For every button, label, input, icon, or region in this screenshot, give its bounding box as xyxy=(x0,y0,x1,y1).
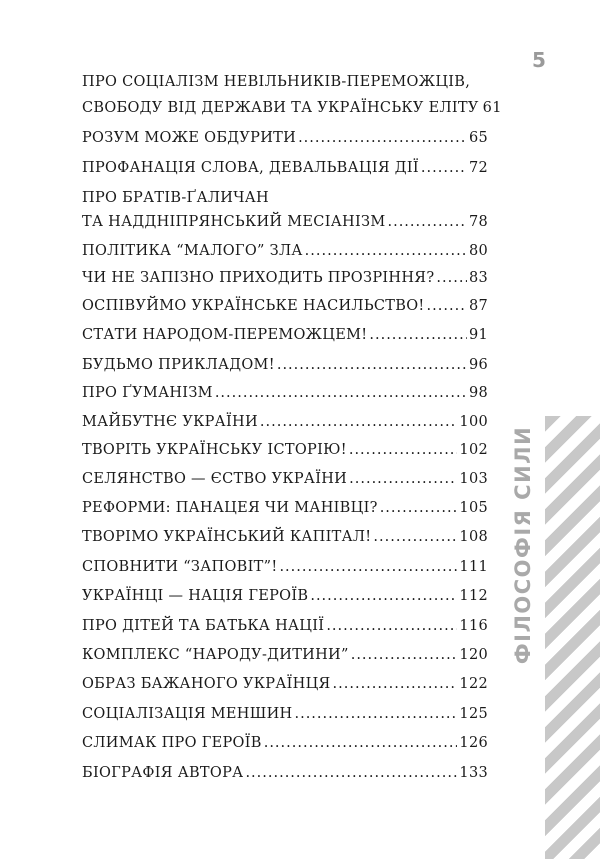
toc-dot-leader xyxy=(369,327,467,343)
toc-entry-title: ПРО ДІТЕЙ ТА БАТЬКА НАЦІЇ xyxy=(82,618,325,634)
toc-entry-page: 87 xyxy=(468,298,488,314)
toc-entry-title: РОЗУМ МОЖЕ ОБДУРИТИ xyxy=(82,130,297,146)
toc-entry-title: СТАТИ НАРОДОМ-ПЕРЕМОЖЦЕМ! xyxy=(82,327,368,343)
toc-entry-title: БУДЬМО ПРИКЛАДОМ! xyxy=(82,357,275,373)
toc-entry-title: СОЦІАЛІЗАЦІЯ МЕНШИН xyxy=(82,706,293,722)
toc-entry-title: ОБРАЗ БАЖАНОГО УКРАЇНЦЯ xyxy=(82,676,331,692)
toc-dot-leader xyxy=(349,442,458,458)
toc-entry-title: ТВОРІТЬ УКРАЇНСЬКУ ІСТОРІЮ! xyxy=(82,442,347,458)
toc-entry-page: 80 xyxy=(468,243,488,259)
toc-entry-title: СЕЛЯНСТВО — ЄСТВО УКРАЇНИ xyxy=(82,471,348,487)
toc-entry-page: 125 xyxy=(459,706,488,722)
toc-dot-leader xyxy=(380,500,458,516)
toc-entry-page: 126 xyxy=(459,735,488,751)
toc-entry-page: 112 xyxy=(459,588,488,604)
toc-dot-leader xyxy=(436,270,467,286)
toc-dot-leader xyxy=(333,676,458,692)
toc-dot-leader xyxy=(373,529,457,545)
toc-entry-page: 111 xyxy=(459,559,488,575)
toc-dot-leader xyxy=(277,357,467,373)
toc-entry-title-line1: ПРО БРАТІВ-ҐАЛИЧАН xyxy=(82,190,269,206)
toc-entry-title: ПРО ҐУМАНІЗМ xyxy=(82,385,213,401)
toc-entry-title: ОСПІВУЙМО УКРАЇНСЬКЕ НАСИЛЬСТВО! xyxy=(82,298,425,314)
toc-dot-leader xyxy=(427,298,467,314)
toc-entry-title: ТВОРІМО УКРАЇНСЬКИЙ КАПІТАЛ! xyxy=(82,529,372,545)
toc-entry-page: 91 xyxy=(468,327,488,343)
toc-entry-title: КОМПЛЕКС “НАРОДУ-ДИТИНИ” xyxy=(82,647,349,663)
toc-entry-title: СЛИМАК ПРО ГЕРОЇВ xyxy=(82,735,262,751)
toc-dot-leader xyxy=(279,559,457,575)
toc-entry-page: 108 xyxy=(459,529,488,545)
toc-entry-page: 61 xyxy=(482,100,502,116)
toc-entry-page: 72 xyxy=(468,160,488,176)
toc-dot-leader xyxy=(215,385,467,401)
toc-entry-title: МАЙБУТНЄ УКРАЇНИ xyxy=(82,414,258,430)
toc-entry-page: 103 xyxy=(459,471,488,487)
toc-dot-leader xyxy=(245,765,457,781)
toc-entry-title: ЧИ НЕ ЗАПІЗНО ПРИХОДИТЬ ПРОЗРІННЯ? xyxy=(82,270,435,286)
toc-entry-page: 122 xyxy=(459,676,488,692)
toc-entry-page: 133 xyxy=(459,765,488,781)
toc-dot-leader xyxy=(298,130,467,146)
toc-dot-leader xyxy=(294,706,457,722)
side-label-area xyxy=(508,425,538,665)
toc-entry-page: 65 xyxy=(468,130,488,146)
toc-entry-title: СВОБОДУ ВІД ДЕРЖАВИ ТА УКРАЇНСЬКУ ЕЛІТУ xyxy=(82,100,479,116)
toc-entry-page: 96 xyxy=(468,357,488,373)
toc-entry-title-line1: ПРО СОЦІАЛІЗМ НЕВІЛЬНИКІВ-ПЕРЕМОЖЦІВ, xyxy=(82,74,471,90)
toc-entry-page: 83 xyxy=(468,270,488,286)
side-label: ФІЛОСОФІЯ СИЛИ xyxy=(511,425,535,665)
toc-entry-title: ПРОФАНАЦІЯ СЛОВА, ДЕВАЛЬВАЦІЯ ДІЇ xyxy=(82,160,419,176)
toc-entry-page: 98 xyxy=(468,385,488,401)
toc-dot-leader xyxy=(305,243,467,259)
toc-dot-leader xyxy=(387,214,466,230)
toc-entry-title: УКРАЇНЦІ — НАЦІЯ ГЕРОЇВ xyxy=(82,588,309,604)
toc-entry-page: 105 xyxy=(459,500,488,516)
toc-dot-leader xyxy=(326,618,457,634)
toc-dot-leader xyxy=(349,471,457,487)
striped-edge-band xyxy=(545,416,600,859)
toc-entry-title: ПОЛІТИКА “МАЛОГО” ЗЛА xyxy=(82,243,303,259)
toc-entry-page: 116 xyxy=(459,618,488,634)
toc-entry-page: 102 xyxy=(459,442,488,458)
toc-entry-title: БІОГРАФІЯ АВТОРА xyxy=(82,765,244,781)
toc-entry-title: ТА НАДДНІПРЯНСЬКИЙ МЕСІАНІЗМ xyxy=(82,214,386,230)
toc-entry-page: 78 xyxy=(468,214,488,230)
toc-dot-leader xyxy=(421,160,467,176)
page-number: 5 xyxy=(532,48,546,72)
toc-entry-page: 100 xyxy=(459,414,488,430)
toc-entry-title: РЕФОРМИ: ПАНАЦЕЯ ЧИ МАНІВЦІ? xyxy=(82,500,378,516)
toc-dot-leader xyxy=(260,414,458,430)
toc-entry-page: 120 xyxy=(459,647,488,663)
toc-dot-leader xyxy=(351,647,458,663)
toc-dot-leader xyxy=(264,735,458,751)
toc-dot-leader xyxy=(310,588,457,604)
toc-entry-title: СПОВНИТИ “ЗАПОВІТ”! xyxy=(82,559,278,575)
